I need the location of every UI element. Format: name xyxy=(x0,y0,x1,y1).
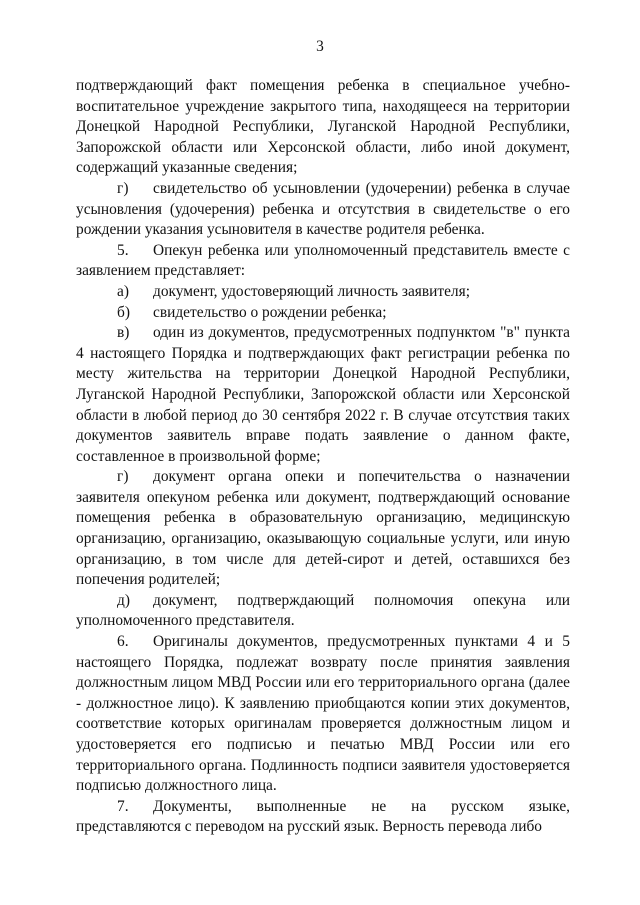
item-marker: в) xyxy=(117,324,130,342)
paragraph-subitem-b xyxy=(76,303,570,324)
paragraph-text: Документы, выполненные не на русском языке, представляются с переводом на русский язык. Верность перевода либо xyxy=(76,797,570,836)
paragraph-continuation xyxy=(76,76,570,179)
paragraph-text: Оригиналы документов, предусмотренных пунктами 4 и 5 настоящего Порядка, подлежат возврату после принятия заявления должностным лицом МВД России или его территориального органа (далее - должностное лицо). К заявлению приобщаются копии этих документов, соответствие которых оригиналам проверяется должностным лицом и удостоверяется его подписью и печатью МВД России или его территориального органа. Подлинность подписи заявителя удостоверяется подписью должностного лица. xyxy=(76,633,570,795)
item-marker: б) xyxy=(117,303,130,321)
paragraph-text: подтверждающий факт помещения ребенка в специальное учебно-воспитательное учреждение закрытого типа, находящееся на территории Донецкой Народной Республики, Луганской Народной Республики, Запорожской области или Херсонской области, либо иной документ, содержащий указанные сведения; xyxy=(76,77,570,177)
paragraph-text: документ, подтверждающий полномочия опекуна или уполномоченного представителя. xyxy=(76,591,570,630)
document-body xyxy=(76,76,570,838)
page-number: 3 xyxy=(316,38,324,55)
item-marker: г) xyxy=(117,468,129,486)
paragraph-text: свидетельство об усыновлении (удочерении) ребенка в случае усыновления (удочерения) ребенка и отсутствия в свидетельстве о его рождении указания усыновителя в качестве родителя ребенка. xyxy=(76,179,570,239)
item-marker: д) xyxy=(117,591,130,609)
paragraph-subitem-g2 xyxy=(76,467,570,591)
item-marker: 5. xyxy=(117,241,129,259)
paragraph-item-5 xyxy=(76,241,570,282)
paragraph-subitem-g xyxy=(76,179,570,241)
item-marker: 6. xyxy=(117,633,129,651)
item-marker: а) xyxy=(117,282,129,300)
paragraph-text: свидетельство о рождении ребенка; xyxy=(153,303,387,321)
paragraph-item-7 xyxy=(76,797,570,838)
paragraph-text: один из документов, предусмотренных подпунктом "в" пункта 4 настоящего Порядка и подтверждающих факт регистрации ребенка по месту жительства на территории Донецкой Народной Республики, Луганской Народной Республики, Запорожской области или Херсонской области в любой период до 30 сентября 2022 г. В случае отсутствия таких документов заявитель вправе подать заявление о данном факте, составленное в произвольной форме; xyxy=(76,324,570,465)
paragraph-subitem-a xyxy=(76,282,570,303)
paragraph-text: Опекун ребенка или уполномоченный представитель вместе с заявлением представляет: xyxy=(76,241,570,280)
paragraph-item-6 xyxy=(76,632,570,797)
item-marker: г) xyxy=(117,179,129,197)
paragraph-subitem-d xyxy=(76,591,570,632)
paragraph-text: документ органа опеки и попечительства о назначении заявителя опекуном ребенка или документ, подтверждающий основание помещения ребенка в образовательную организацию, медицинскую организацию, организацию, оказывающую социальные услуги, или иную организацию, в том числе для детей-сирот и детей, оставшихся без попечения родителей; xyxy=(76,468,570,589)
paragraph-subitem-v xyxy=(76,323,570,467)
item-marker: 7. xyxy=(117,797,129,815)
paragraph-text: документ, удостоверяющий личность заявителя; xyxy=(153,282,470,300)
